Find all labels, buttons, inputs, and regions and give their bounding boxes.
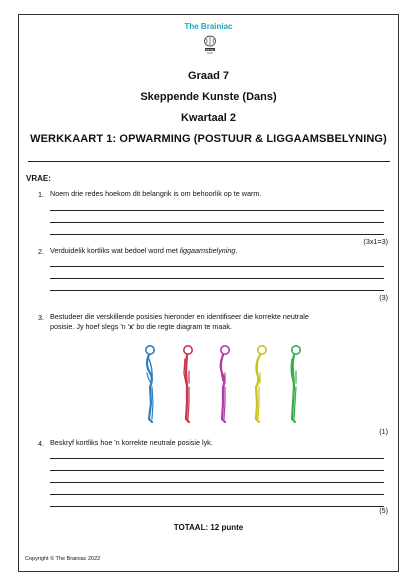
question-3-line-2 [50, 322, 390, 332]
question-2-italic-term: liggaamsbelyning [179, 246, 236, 255]
question-3-marks: (1) [379, 427, 388, 436]
question-2-text [50, 246, 237, 256]
question-4-number: 4. [38, 439, 44, 448]
posture-figure-1[interactable] [146, 346, 154, 422]
question-2-text-start: Verduidelik kortliks wat bedoel word met [50, 246, 180, 255]
answer-line[interactable] [50, 494, 384, 495]
copyright-footer: Copyright © The Brainiac 2022 [25, 556, 101, 562]
question-3-line-2-start: posisie. Jy hoef slegs 'n ' [50, 322, 130, 331]
answer-line[interactable] [50, 210, 384, 211]
svg-text:BRAINIAC: BRAINIAC [205, 49, 215, 52]
question-4-marks: (5) [379, 506, 388, 515]
term-heading: Kwartaal 2 [180, 112, 237, 124]
answer-line[interactable] [50, 482, 384, 483]
title-divider [28, 161, 390, 162]
worksheet-title: WERKKAART 1: OPWARMING (POSTUUR & LIGGAAMSBELYNING) [30, 133, 387, 145]
question-2-text-end: . [235, 246, 238, 255]
question-4-text: Beskryf kortliks hoe 'n korrekte neutrale posisie lyk. [50, 438, 213, 447]
brand-name: The Brainiac [184, 22, 233, 31]
answer-line[interactable] [50, 290, 384, 291]
question-3-line-2-end: ' bo die regte diagram te maak. [133, 322, 232, 331]
question-3-line-1: Bestudeer die verskillende posisies hieronder en identifiseer die korrekte neutrale [50, 312, 309, 321]
question-3-text [50, 312, 390, 332]
subject-heading: Skeppende Kunste (Dans) [140, 91, 277, 103]
question-1-marks: (3x1=3) [363, 237, 388, 246]
answer-line[interactable] [50, 234, 384, 235]
posture-figure-4[interactable] [256, 346, 266, 422]
question-2-marks: (3) [379, 293, 388, 302]
question-2-number: 2. [38, 247, 44, 256]
question-3-mark-symbol: x [129, 322, 134, 331]
answer-line[interactable] [50, 278, 384, 279]
answer-line[interactable] [50, 266, 384, 267]
answer-line[interactable] [50, 222, 384, 223]
question-1-text: Noem drie redes hoekom dit belangrik is om behoorlik op te warm. [50, 189, 262, 198]
worksheet-page [18, 14, 399, 572]
posture-figures [134, 343, 314, 428]
question-3-number: 3. [38, 313, 44, 322]
answer-line[interactable] [50, 506, 384, 507]
answer-line[interactable] [50, 458, 384, 459]
grade-heading: Graad 7 [188, 70, 229, 82]
total-marks: TOTAAL: 12 punte [173, 523, 244, 532]
posture-figure-3[interactable] [221, 346, 229, 422]
question-1-number: 1. [38, 190, 44, 199]
answer-line[interactable] [50, 470, 384, 471]
posture-figure-2[interactable] [184, 346, 192, 422]
brain-logo-icon [203, 34, 217, 56]
questions-heading: VRAE: [26, 174, 51, 183]
posture-figure-5[interactable] [291, 346, 300, 422]
